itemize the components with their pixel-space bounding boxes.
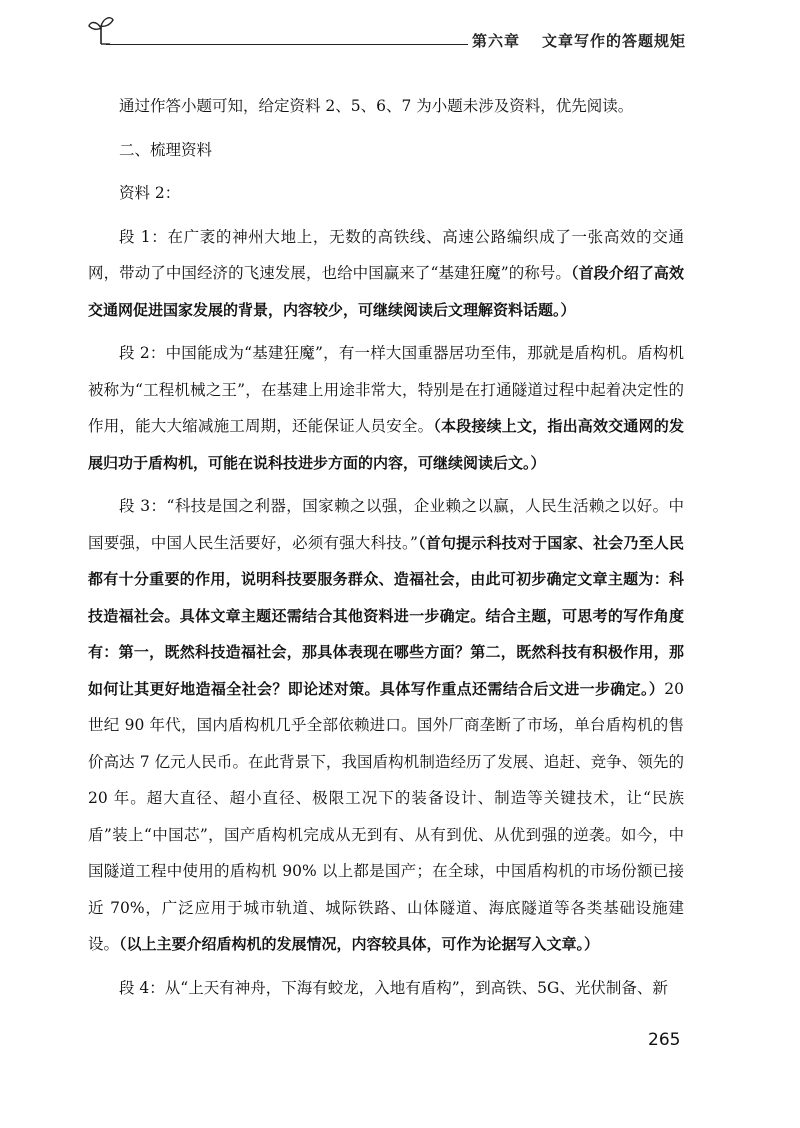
paragraph-1: 段 1：在广袤的神州大地上，无数的高铁线、高速公路编织成了一张高效的交通网，带动了中国经济的飞速发展，也给中国赢来了“基建狂魔”的称号。（首段介绍了高效交通网促进国家发展的背景，内容较少，可继续阅读后文理解资料话题。）: [88, 227, 684, 319]
annotation-note: （首段介绍了高效交通网促进国家发展的背景，内容较少，可继续阅读后文理解资料话题。）: [88, 264, 684, 319]
chapter-number: 第六章: [472, 32, 521, 50]
sprout-logo-icon: [88, 14, 114, 46]
chapter-title: 文章写作的答题规矩: [542, 32, 687, 50]
running-header: [472, 30, 686, 51]
annotation-note: （以上主要介绍盾构机的发展情况，内容较具体，可作为论据写入文章。）: [119, 935, 600, 953]
annotation-note: （本段接续上文，指出高效交通网的发展归功于盾构机，可能在说科技进步方面的内容，可继续阅读后文。）: [88, 417, 684, 472]
paragraph-3: 段 3：“科技是国之利器，国家赖之以强，企业赖之以赢，人民生活赖之以好。中国要强，中国人民生活要好，必须有强大科技。”（首句提示科技对于国家、社会乃至人民都有十分重要的作用，说明科技要服务群众、造福社会，由此可初步确定文章主题为：科技造福社会。具体文章主题还需结合其他资料进一步确定。结合主题，可思考的写作角度有：第一，既然科技造福社会，那具体表现在哪些方面？第二，既然科技有积极作用，那如何让其更好地造福全社会？即论述对策。具体写作重点还需结合后文进一步确定。）20 世纪 90 年代，国内盾构机几乎全部依赖进口。国外厂商垄断了市场，单台盾构机的售价高达 7 亿元人民币。在此背景下，我国盾构机制造经历了发展、追赶、竞争、领先的 20 年。超大直径、超小直径、极限工况下的装备设计、制造等关键技术，让“民族盾”装上“中国芯”，国产盾构机完成从无到有、从有到优、从优到强的逆袭。如今，中国隧道工程中使用的盾构机 90% 以上都是国产；在全球，中国盾构机的市场份额已接近 70%，广泛应用于城市轨道、城际铁路、山体隧道、海底隧道等各类基础设施建设。（以上主要介绍盾构机的发展情况，内容较具体，可作为论据写入文章。）: [88, 497, 684, 953]
page-body: [88, 88, 684, 1013]
paragraph-2: 段 2：中国能成为“基建狂魔”，有一样大国重器居功至伟，那就是盾构机。盾构机被称为“工程机械之王”，在基建上用途非常大，特别是在打通隧道过程中起着决定性的作用，能大大缩减施工周期，还能保证人员安全。（本段接续上文，指出高效交通网的发展归功于盾构机，可能在说科技进步方面的内容，可继续阅读后文。）: [88, 344, 684, 472]
material-heading: 资料 2：: [119, 184, 181, 202]
paragraph-4: 段 4：从“上天有神舟，下海有蛟龙，入地有盾构”，到高铁、5G、光伏制备、新: [119, 978, 668, 997]
paragraph-intro: 通过作答小题可知，给定资料 2、5、6、7 为小题未涉及资料，优先阅读。: [119, 97, 634, 115]
annotation-note: （首句提示科技对于国家、社会乃至人民都有十分重要的作用，说明科技要服务群众、造福社会，由此可初步确定文章主题为：科技造福社会。具体文章主题还需结合其他资料进一步确定。结合主题，可思考的写作角度有：第一，既然科技造福社会，那具体表现在哪些方面？第二，既然科技有积极作用，那如何让其更好地造福全社会？即论述对策。具体写作重点还需结合后文进一步确定。）: [88, 533, 684, 698]
page-number: 265: [648, 1030, 681, 1050]
section-heading: 二、梳理资料: [119, 140, 213, 159]
header-rule: [106, 44, 468, 45]
